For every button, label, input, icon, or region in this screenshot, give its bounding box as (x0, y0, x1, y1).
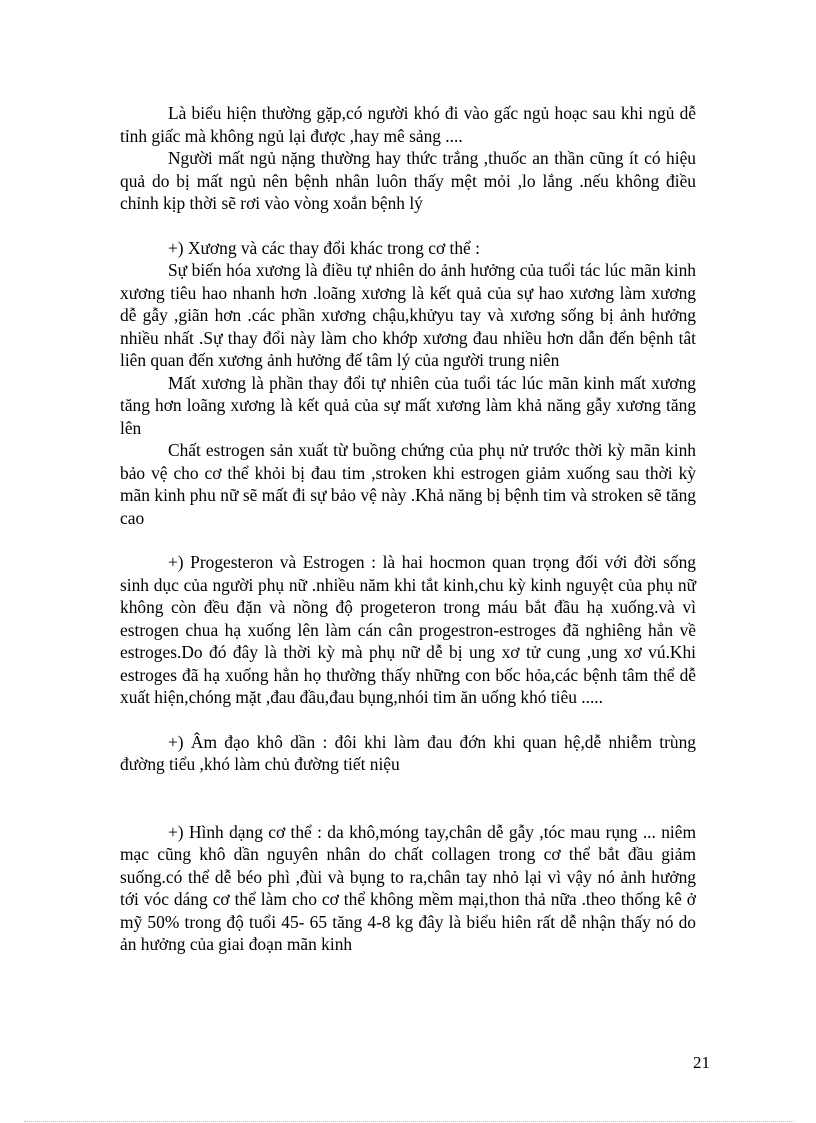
paragraph-insomnia-symptoms: Là biểu hiện thường gặp,có người khó đi vào gấc ngủ hoạc sau khi ngủ dễ tỉnh giấc mà không ngủ lại được ,hay mê sảng .... (120, 103, 696, 146)
page-bottom-dotted-rule (24, 1121, 794, 1122)
paragraph-insomnia-severe: Người mất ngủ nặng thường hay thức trắng ,thuốc an thần cũng ít có hiệu quả do bị mất ngủ nên bệnh nhân luôn thấy mệt mỏi ,lo lắng .nếu không điều chỉnh kịp thời sẽ rơi vào vòng xoắn bệnh lý (120, 148, 696, 213)
document-body (120, 102, 696, 956)
paragraph-hormones: +) Progesteron và Estrogen : là hai hocmon quan trọng đối với đời sống sinh dục của người phụ nữ .nhiều năm khi tắt kinh,chu kỳ kinh nguyệt của phụ nữ không còn đều đặn và nồng độ progeteron trong máu bắt đầu hạ xuống.và vì estrogen chua hạ xuống lên làm cán cân progestron-estroges đã nghiêng hẳn về estroges.Do đó đây là thời kỳ mà phụ nữ dễ bị ung xơ tử cung ,ung xơ vú.Khi estroges đã hạ xuống hẳn họ thường thấy những con bốc hỏa,các bệnh tâm thể dễ xuất hiện,chóng mặt ,đau đầu,đau bụng,nhói tim ăn uống khó tiêu ..... (120, 552, 696, 707)
paragraph-vaginal-dryness: +) Âm đạo khô dần : đôi khi làm đau đớn khi quan hệ,dễ nhiễm trùng đường tiểu ,khó làm chủ đường tiết niệu (120, 731, 696, 774)
paragraph-bone-loss: Mất xương là phần thay đổi tự nhiên của tuổi tác lúc mãn kinh mất xương tăng hơn loãng xương là kết quả của sự mất xương làm khả năng gẫy xương tăng lên (120, 372, 696, 438)
paragraph-spacer (120, 776, 696, 821)
paragraph-spacer (120, 709, 696, 731)
paragraph-estrogen-heart: Chất estrogen sản xuất từ buồng chứng của phụ nử trước thời kỳ mãn kinh bảo vệ cho cơ thể khỏi bị đau tim ,stroken khi estrogen giảm xuống sau thời kỳ mãn kinh phu nữ sẽ mất đi sự bảo vệ này .Khả năng bị bệnh tim và stroken sẽ tăng cao (120, 440, 696, 528)
page-number: 21 (693, 1053, 710, 1072)
paragraph-spacer (120, 529, 696, 551)
paragraph-bone-changes: Sự biến hóa xương là điều tự nhiên do ảnh hưởng của tuổi tác lúc mãn kinh xương tiêu hao nhanh hơn .loãng xương là kết quả của sự hao xương làm xương dễ gẫy ,giãn hơn .các phần xương chậu,khửyu tay và xương sống bị ảnh hưởng nhiều nhất .Sự thay đổi này làm cho khớp xương đau nhiều hơn dẫn đến bệnh tât liên quan đến xương ảnh hưởng đế tâm lý của người trung niên (120, 260, 696, 370)
heading-bones: +) Xương và các thay đổi khác trong cơ thể : (168, 237, 480, 258)
paragraph-body-shape: +) Hình dạng cơ thể : da khô,móng tay,chân dễ gẫy ,tóc mau rụng ... niêm mạc cũng khô dần nguyên nhân do chất collagen trong cơ thể bắt đầu giảm suống.có thể dễ béo phì ,đùi và bụng to ra,chân tay nhỏ lại vì vậy nó ảnh hưởng tới vóc dáng cơ thể làm cho cơ thể không mềm mại,thon thả nữa .theo thống kê ở mỹ 50% trong độ tuổi 45- 65 tăng 4-8 kg đây là biểu hiên rất dễ nhận thấy nó do ản hưởng của giai đoạn mãn kinh (120, 821, 696, 954)
paragraph-spacer (120, 215, 696, 237)
